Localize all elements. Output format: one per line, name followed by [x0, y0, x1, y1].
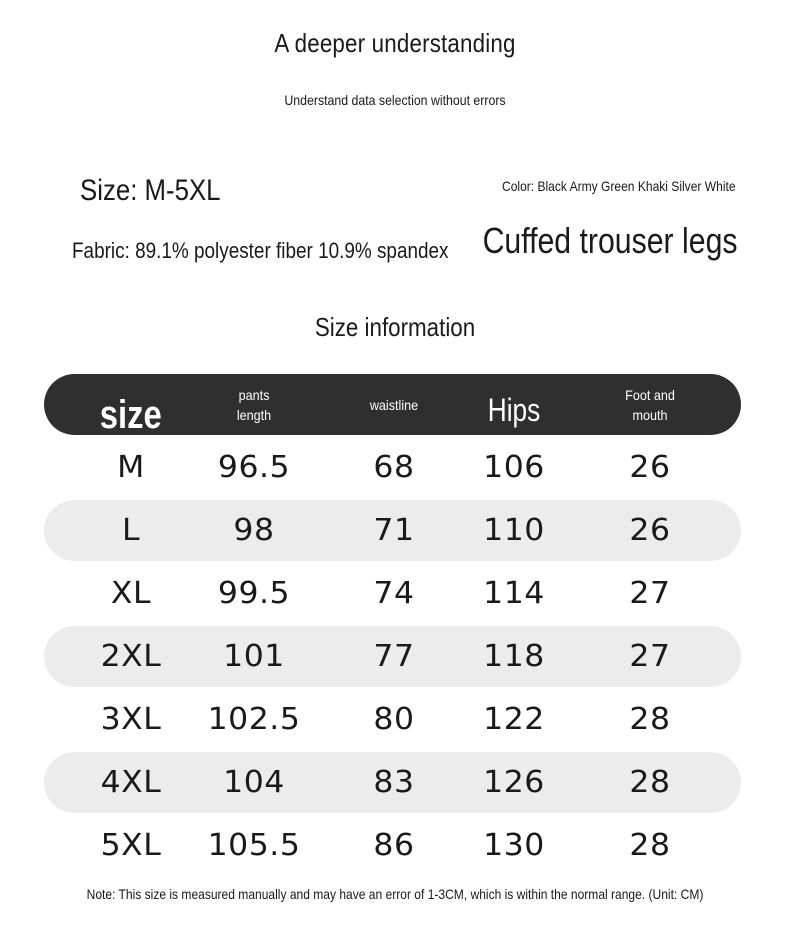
- color-options-text: Color: Black Army Green Khaki Silver White: [502, 178, 736, 194]
- header-foot-mouth-line2: mouth: [632, 406, 668, 423]
- header-hips-label: Hips: [487, 392, 541, 428]
- cell-size: 4XL: [100, 765, 162, 800]
- cell-size: 2XL: [100, 639, 162, 674]
- size-table-header: [44, 374, 741, 435]
- table-row: [44, 752, 741, 813]
- cell-pants-length: 96.5: [217, 450, 291, 485]
- cell-foot-mouth: 28: [629, 702, 671, 737]
- cell-waistline: 80: [373, 702, 415, 737]
- header-waistline: [334, 374, 454, 435]
- table-row: [44, 500, 741, 561]
- cell-size: L: [121, 513, 141, 548]
- measurement-note: Note: This size is measured manually and may have an error of 1-3CM, which is within the normal range. (Unit: CM): [86, 886, 704, 902]
- table-row: [44, 563, 741, 624]
- header-pants-length: [194, 374, 314, 435]
- cell-size: XL: [110, 576, 152, 611]
- header-size: [71, 374, 191, 435]
- cell-size: 3XL: [100, 702, 162, 737]
- cell-hips: 110: [483, 513, 545, 548]
- table-row: [44, 689, 741, 750]
- cell-foot-mouth: 26: [629, 450, 671, 485]
- cell-pants-length: 102.5: [207, 702, 301, 737]
- cell-waistline: 86: [373, 828, 415, 863]
- cell-size: M: [117, 450, 145, 485]
- cell-foot-mouth: 27: [629, 576, 671, 611]
- header-hips: [454, 374, 574, 435]
- header-pants-length-line2: length: [236, 406, 272, 423]
- page-subtitle: Understand data selection without errors: [284, 92, 506, 108]
- style-name-text: Cuffed trouser legs: [483, 220, 738, 261]
- cell-foot-mouth: 28: [629, 765, 671, 800]
- cell-foot-mouth: 27: [629, 639, 671, 674]
- header-waistline-label: waistline: [369, 396, 419, 413]
- cell-hips: 118: [483, 639, 545, 674]
- cell-hips: 106: [483, 450, 545, 485]
- cell-pants-length: 104: [223, 765, 285, 800]
- cell-hips: 130: [483, 828, 545, 863]
- cell-foot-mouth: 26: [629, 513, 671, 548]
- fabric-text: Fabric: 89.1% polyester fiber 10.9% spandex: [72, 238, 449, 263]
- cell-hips: 126: [483, 765, 545, 800]
- header-foot-mouth-line1: Foot and: [625, 386, 675, 403]
- cell-pants-length: 105.5: [207, 828, 301, 863]
- cell-foot-mouth: 28: [629, 828, 671, 863]
- table-row: [44, 626, 741, 687]
- header-size-label: size: [99, 393, 162, 437]
- cell-pants-length: 99.5: [217, 576, 291, 611]
- section-title: Size information: [314, 312, 476, 342]
- cell-pants-length: 101: [223, 639, 285, 674]
- table-row: [44, 815, 741, 876]
- cell-waistline: 83: [373, 765, 415, 800]
- cell-pants-length: 98: [233, 513, 275, 548]
- cell-waistline: 68: [373, 450, 415, 485]
- size-table: [44, 374, 741, 876]
- table-row: [44, 437, 741, 498]
- header-pants-length-line1: pants: [238, 386, 270, 403]
- header-foot-and-mouth: [590, 374, 710, 435]
- cell-waistline: 74: [373, 576, 415, 611]
- cell-size: 5XL: [100, 828, 162, 863]
- cell-waistline: 77: [373, 639, 415, 674]
- cell-waistline: 71: [373, 513, 415, 548]
- size-range-text: Size: M-5XL: [80, 174, 221, 207]
- page-title: A deeper understanding: [274, 28, 516, 58]
- cell-hips: 122: [483, 702, 545, 737]
- cell-hips: 114: [483, 576, 545, 611]
